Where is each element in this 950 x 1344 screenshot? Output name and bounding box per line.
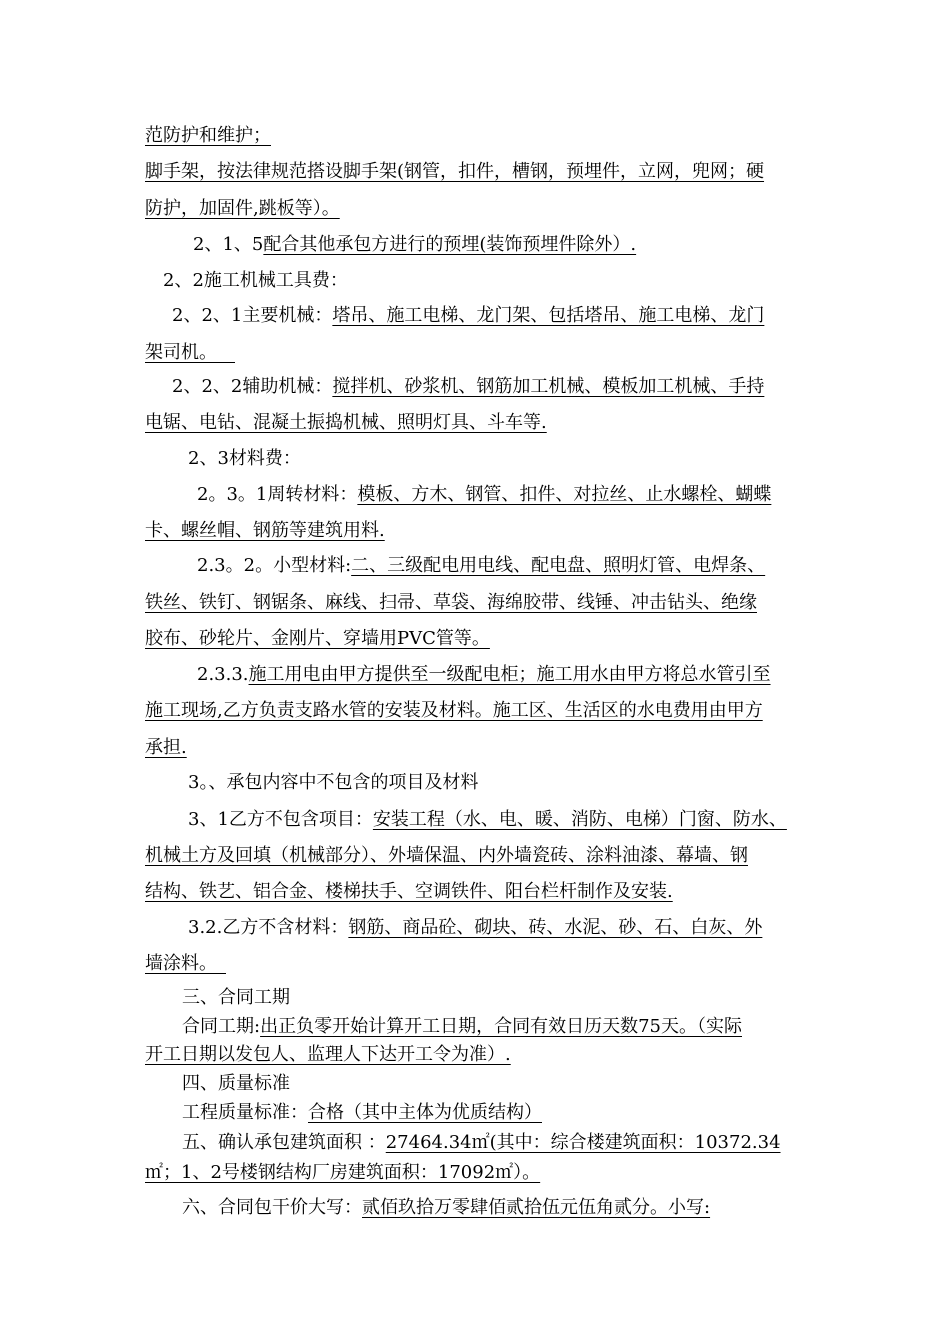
text-line [182, 1197, 872, 1219]
text-line [182, 1016, 872, 1038]
text-line [145, 412, 835, 434]
underlined-text: 防护，加固件,跳板等）。 [145, 198, 340, 219]
underlined-text: ㎡；1、2号楼钢结构厂房建筑面积：17092㎡）。 [145, 1162, 541, 1183]
text-line [145, 953, 835, 975]
text-line [145, 700, 835, 722]
text-line [145, 1044, 835, 1066]
underlined-text: 脚手架，按法律规范搭设脚手架(钢管，扣件，槽钢，预埋件，立网，兜网；硬 [145, 161, 765, 182]
text-line [172, 376, 862, 398]
underlined-text: 钢筋、商品砼、砌块、砖、水泥、砂、石、白灰、外 [348, 917, 763, 938]
underlined-text: 架司机。 [145, 342, 208, 363]
text-line [197, 555, 887, 577]
underlined-text: 承担. [145, 737, 187, 758]
underlined-text: 安装工程（水、电、暖、消防、电梯）门窗、防水、 [372, 809, 787, 830]
text-line [145, 845, 835, 867]
clause-label: 2、2、2辅助机械： [172, 376, 333, 397]
section-heading: 四、质量标准 [182, 1073, 290, 1094]
underlined-text: 27464.34㎡(其中：综合楼建筑面积：10372.34 [385, 1132, 781, 1153]
text-line [145, 628, 835, 650]
clause-label: 合同工期: [182, 1016, 261, 1037]
text-line [172, 305, 862, 327]
text-line [145, 161, 835, 183]
clause-label: 工程质量标准： [182, 1102, 308, 1123]
section-heading: 2、2施工机械工具费： [163, 270, 348, 291]
clause-label: 六、合同包干价大写： [182, 1197, 362, 1218]
section-heading: 2、3材料费： [188, 448, 301, 469]
text-line [145, 342, 835, 364]
text-line [145, 1162, 835, 1184]
text-line [145, 198, 835, 220]
underlined-text: 二、三级配电用电线、配电盘、照明灯管、电焊条、 [351, 555, 766, 576]
underlined-text: 塔吊、施工电梯、龙门架、包括塔吊、施工电梯、龙门 [332, 305, 765, 326]
text-line [145, 881, 835, 903]
underlined-text: 合格（其中主体为优质结构） [308, 1102, 542, 1123]
text-line [182, 1102, 872, 1124]
text-line [197, 664, 887, 686]
underlined-text: 模板、方木、钢管、扣件、对拉丝、止水螺栓、蝴蝶 [357, 484, 772, 505]
underlined-text: 施工用电由甲方提供至一级配电柜；施工用水由甲方将总水管引至 [248, 664, 771, 685]
underlined-text: 结构、铁艺、铝合金、楼梯扶手、空调铁件、阳台栏杆制作及安装. [145, 881, 673, 902]
underlined-text: 墙涂料。 [145, 953, 217, 974]
text-line [182, 1132, 872, 1154]
text-line [145, 592, 835, 614]
underlined-text: 范防护和维护； [145, 125, 271, 146]
underlined-text: 配合其他承包方进行的预埋(装饰预埋件除外）. [263, 234, 637, 255]
underlined-text: 机械土方及回填（机械部分）、外墙保温、内外墙瓷砖、涂料油漆、幕墙、钢 [145, 845, 748, 866]
underlined-text: 施工现场,乙方负责支路水管的安装及材料。施工区、生活区的水电费用由甲方 [145, 700, 763, 721]
underlined-text: 贰佰玖拾万零肆佰贰拾伍元伍角贰分。小写: [362, 1197, 711, 1218]
section-heading: 三、合同工期 [182, 987, 290, 1008]
section-heading: 3。、承包内容中不包含的项目及材料 [188, 772, 479, 793]
underlined-text: 胶布、砂轮片、金刚片、穿墙用PVC管等。 [145, 628, 490, 649]
clause-label: 五、确认承包建筑面积 ： [182, 1132, 386, 1153]
text-line [197, 484, 887, 506]
underlined-text: 搅拌机、砂浆机、钢筋加工机械、模板加工机械、手持 [332, 376, 765, 397]
clause-label: 2。3。1周转材料： [197, 484, 358, 505]
clause-label: 3、1乙方不包含项目： [188, 809, 373, 830]
clause-label: 2.3。2。小型材料: [197, 555, 352, 576]
clause-label: 3.2.乙方不含材料： [188, 917, 349, 938]
underlined-text: 铁丝、铁钉、钢锯条、麻线、扫帚、草袋、海绵胶带、线锤、冲击钻头、绝缘 [145, 592, 757, 613]
text-line [145, 737, 835, 759]
text-line [188, 809, 838, 831]
clause-number: 2.3.3. [197, 664, 249, 685]
clause-label: 2、2、1主要机械： [172, 305, 333, 326]
clause-number: 2、1、5 [193, 234, 264, 255]
text-line [193, 234, 883, 256]
text-line [188, 917, 878, 939]
text-line [145, 125, 835, 147]
underlined-text: 电锯、电钻、混凝土振捣机械、照明灯具、斗车等. [145, 412, 547, 433]
text-line [145, 520, 835, 542]
underlined-text: 开工日期以发包人、监理人下达开工令为准）. [145, 1044, 511, 1065]
underlined-text: 卡、螺丝帽、钢筋等建筑用料. [145, 520, 385, 541]
underlined-text: 出正负零开始计算开工日期，合同有效日历天数75天。（实际 [260, 1016, 742, 1037]
